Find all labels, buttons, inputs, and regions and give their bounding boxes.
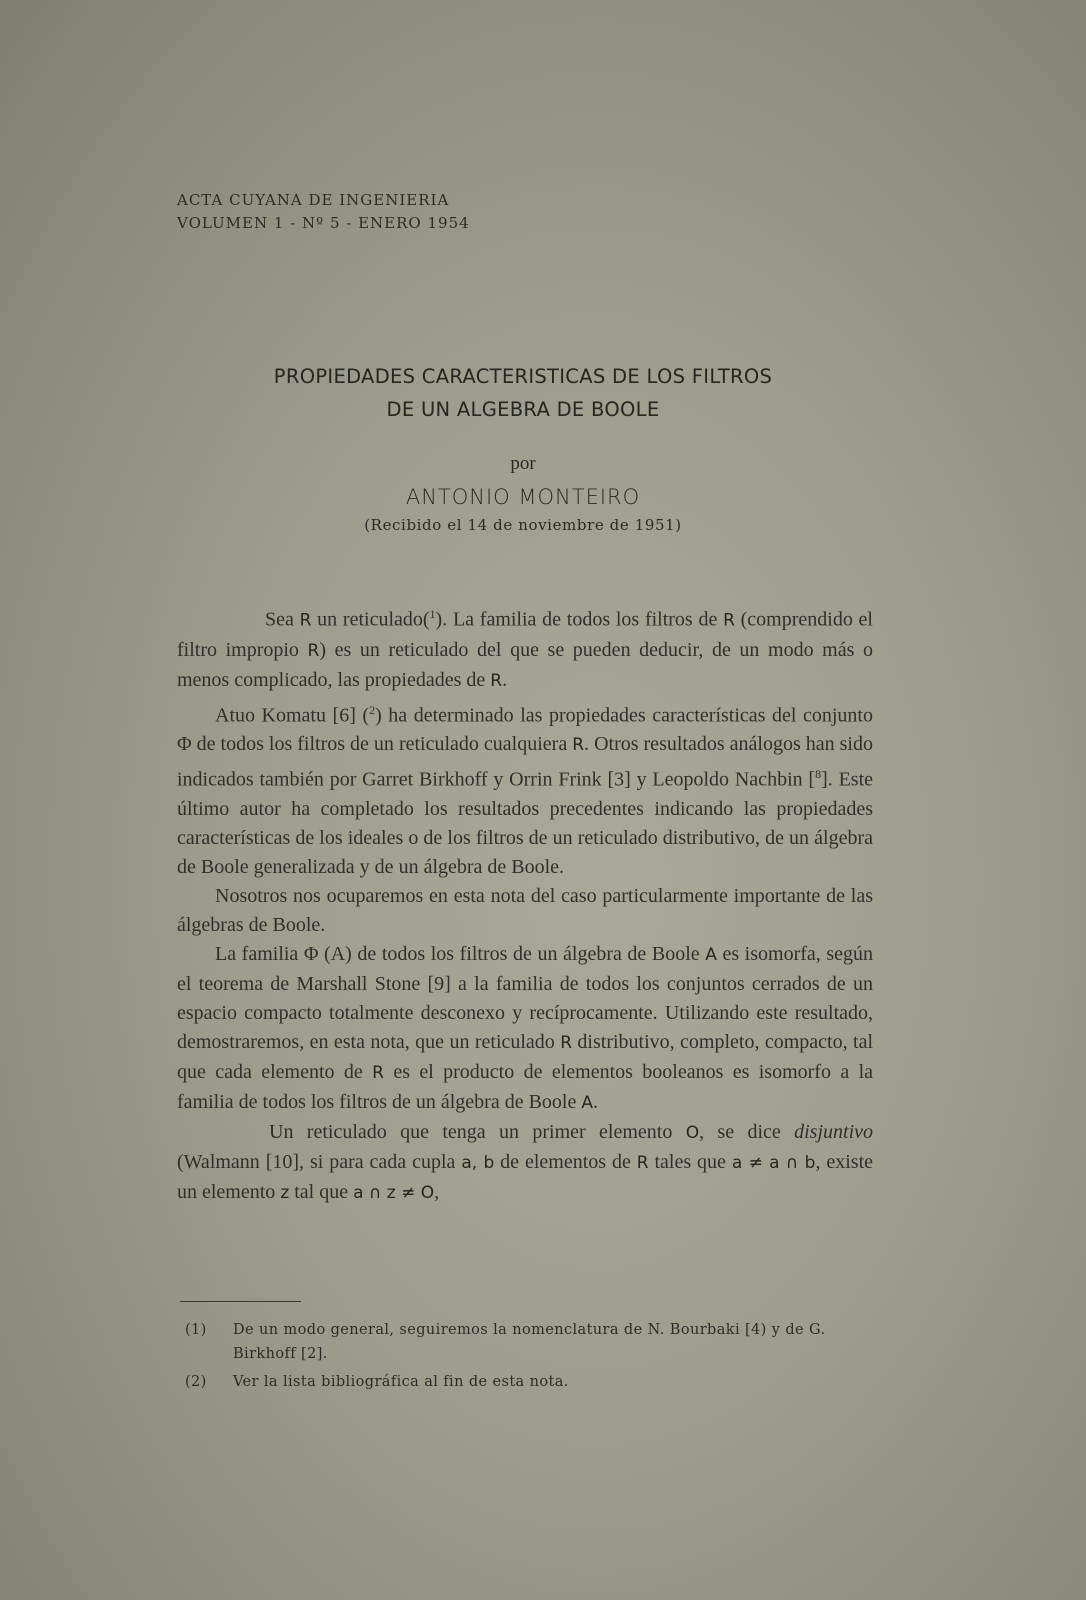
paragraph-3: Nosotros nos ocuparemos en esta nota del caso particularmente importante de las álgebras de Boole. bbox=[177, 884, 873, 936]
byline bbox=[0, 450, 1046, 536]
footnote-1 bbox=[185, 1318, 875, 1366]
title-line-1: PROPIEDADES CARACTERISTICAS DE LOS FILTROS bbox=[273, 365, 773, 388]
paragraph-4: La familia Φ (A) de todos los filtros de un álgebra de Boole A es isomorfa, según el teorema de Marshall Stone [9] a la familia de todos los conjuntos cerrados de un espacio compacto totalmente desconexo y recíprocamente. Utilizando este resultado, demostraremos, en esta nota, que un reticulado R distributivo, completo, compacto, tal que cada elemento de R es el producto de elementos booleanos es isomorfo a la familia de todos los filtros de un álgebra de Boole A. bbox=[177, 942, 874, 1113]
footnote-number: (2) bbox=[185, 1374, 207, 1390]
footnote-2 bbox=[185, 1370, 875, 1394]
by-label: por bbox=[510, 453, 536, 474]
article-title bbox=[0, 360, 1046, 426]
footnotes bbox=[185, 1318, 875, 1398]
author-name: ANTONIO MONTEIRO bbox=[405, 485, 641, 509]
journal-header bbox=[177, 189, 470, 235]
journal-issue: VOLUMEN 1 - Nº 5 - ENERO 1954 bbox=[177, 214, 470, 232]
footnote-text: Ver la lista bibliográfica al fin de esta nota. bbox=[233, 1374, 569, 1390]
title-line-2: DE UN ALGEBRA DE BOOLE bbox=[386, 398, 660, 421]
received-date: (Recibido el 14 de noviembre de 1951) bbox=[364, 516, 682, 534]
journal-name: ACTA CUYANA DE INGENIERIA bbox=[177, 191, 450, 209]
footnote-divider bbox=[180, 1301, 301, 1302]
article-body bbox=[177, 600, 873, 1208]
paragraph-1: Sea R un reticulado($^1$). La familia de todos los filtros de R (comprendido el filtro impropio R) es un reticulado del que se pueden deducir, de un modo más o menos complicado, las propiedades de R. bbox=[177, 607, 873, 691]
paragraph-2: Atuo Komatu [6] ($^2$) ha determinado las propiedades características del conjunto Φ de todos los filtros de un reticulado cualquiera R. Otros resultados análogos han sido indicados también por Garret Birkhoff y Orrin Frink [3] y Leopoldo Nachbin [$^8$]. Este último autor ha completado los resultados precedentes indicando las propiedades características de los ideales o de los filtros de un reticulado distributivo, de un álgebra de Boole generalizada y de un álgebra de Boole. bbox=[177, 702, 873, 878]
footnote-text: De un modo general, seguiremos la nomenclatura de N. Bourbaki [4) y de G. Birkhoff [2]. bbox=[233, 1322, 826, 1362]
paragraph-5: Un reticulado que tenga un primer elemento O, se dice disjuntivo (Walmann [10], si para cada cupla a, b de elementos de R tales que a ≠ a ∩ b, existe un elemento z tal que a ∩ z ≠ O, bbox=[177, 1120, 874, 1203]
footnote-number: (1) bbox=[185, 1322, 207, 1338]
